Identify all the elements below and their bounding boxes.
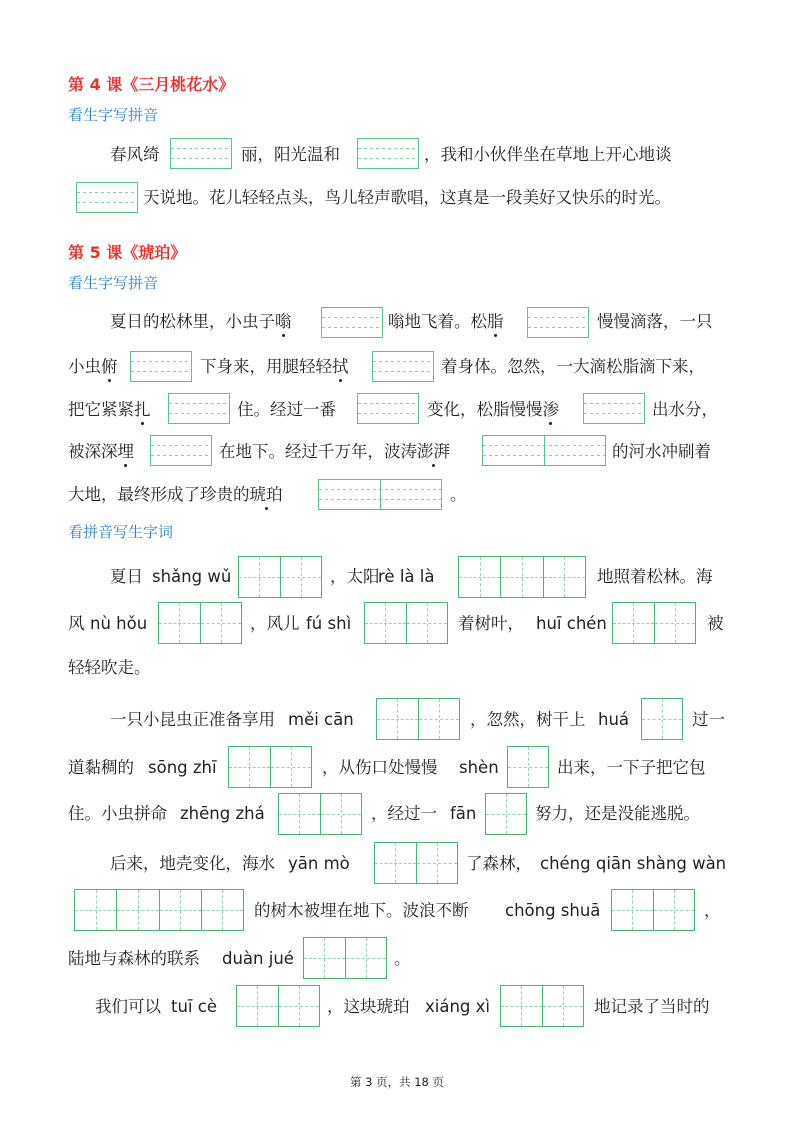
char-grid[interactable]	[236, 985, 320, 1027]
text: 住。小虫拼命	[68, 804, 167, 823]
text: 住。经过一番	[237, 400, 336, 419]
char-grid[interactable]	[278, 793, 362, 835]
text-line: 下身来，用腿轻轻拭	[200, 355, 349, 379]
target-char: 俯	[101, 355, 118, 379]
pinyin-prompt: sōng zhī	[148, 758, 217, 777]
text: 出水分，	[652, 400, 718, 419]
char-grid[interactable]	[364, 602, 448, 644]
char-grid[interactable]	[376, 698, 460, 740]
pinyin-prompt: chōng shuā	[505, 901, 601, 920]
lesson-4-title: 第 4 课《三月桃花水》	[68, 75, 235, 94]
text: 丽，阳光温和	[241, 145, 340, 164]
text: ，从伤口处慢慢	[322, 758, 438, 777]
pinyin-prompt: huá	[598, 710, 630, 729]
text: ，忽然，树干上	[470, 710, 586, 729]
pinyin-answer-box[interactable]	[76, 182, 138, 213]
text: 地记录了当时的	[594, 997, 710, 1016]
text: 的河水冲刷着	[612, 442, 711, 461]
pinyin-answer-box[interactable]	[372, 351, 434, 382]
pinyin-prompt: chéng qiān shàng wàn	[540, 854, 727, 873]
lesson-4-section: 看生字写拼音	[68, 106, 159, 124]
page-footer: 第 3 页，共 18 页	[349, 1075, 445, 1089]
pinyin-prompt: shèn	[459, 758, 499, 777]
target-char: 渗	[543, 398, 560, 422]
pinyin-answer-box[interactable]	[150, 435, 212, 466]
text: 我们可以	[95, 997, 161, 1016]
lesson-5-title: 第 5 课《琥珀》	[68, 243, 187, 262]
text: 着身体。忽然，一大滴松脂滴下来，	[441, 357, 705, 376]
lesson-5-section-2: 看拼音写生字词	[68, 523, 174, 541]
text-line: 嗡地飞着。松脂	[388, 310, 504, 334]
text: ，太阳	[330, 567, 380, 586]
text: 了森林，	[466, 854, 532, 873]
text-line: 小虫俯	[68, 355, 118, 379]
text-line: 把它紧紧扎	[68, 398, 151, 422]
pinyin-answer-box-double[interactable]	[482, 435, 606, 466]
text-line: 变化，松脂慢慢渗	[427, 398, 559, 422]
text: 地照着松林。海	[597, 567, 713, 586]
text: 春风绮	[110, 145, 160, 164]
pinyin-answer-box[interactable]	[321, 307, 383, 338]
char-grid[interactable]	[611, 889, 695, 931]
text: 轻轻吹走。	[68, 658, 151, 677]
pinyin-prompt: shǎng wǔ	[152, 567, 232, 586]
text-line: 夏日的松林里，小虫子嗡	[110, 310, 292, 334]
pinyin-answer-box[interactable]	[583, 393, 645, 424]
char-grid[interactable]	[641, 698, 683, 740]
text: 陆地与森林的联系	[68, 949, 200, 968]
text: ，经过一	[371, 804, 437, 823]
char-grid[interactable]	[74, 889, 244, 931]
pinyin-prompt: měi cān	[288, 710, 354, 729]
text-line: 在地下。经过千万年，波涛澎湃	[219, 440, 450, 464]
char-grid[interactable]	[158, 602, 242, 644]
pinyin-answer-box[interactable]	[357, 138, 419, 169]
pinyin-answer-box[interactable]	[168, 393, 230, 424]
pinyin-prompt: rè là là	[378, 567, 435, 586]
char-grid[interactable]	[238, 556, 322, 598]
pinyin-answer-box[interactable]	[527, 307, 589, 338]
char-grid[interactable]	[228, 746, 312, 788]
char-grid[interactable]	[458, 556, 586, 598]
pinyin-prompt: fú shì	[306, 614, 352, 633]
char-grid[interactable]	[303, 937, 387, 979]
target-char: 拭	[332, 355, 349, 379]
text: 。	[450, 485, 467, 504]
char-grid[interactable]	[612, 602, 696, 644]
pinyin-prompt: tuī cè	[171, 997, 217, 1016]
text: 风	[68, 614, 85, 633]
pinyin-answer-box[interactable]	[130, 351, 192, 382]
text: 努力，还是没能逃脱。	[535, 804, 700, 823]
text: ，这块琥珀	[327, 997, 410, 1016]
text: 着树叶，	[458, 614, 524, 633]
pinyin-answer-box-double[interactable]	[318, 479, 442, 510]
pinyin-prompt: zhēng zhá	[180, 804, 265, 823]
target-char: 嗡	[275, 310, 292, 334]
text: ，	[704, 901, 721, 920]
char-grid[interactable]	[374, 842, 458, 884]
pinyin-prompt: yān mò	[288, 854, 350, 873]
pinyin-prompt: fān	[450, 804, 477, 823]
text: 天说地。花儿轻轻点头，鸟儿轻声歌唱，这真是一段美好又快乐的时光。	[143, 188, 671, 207]
text: 后来，地壳变化，海水	[110, 854, 275, 873]
text: 。	[394, 949, 411, 968]
char-grid[interactable]	[507, 746, 549, 788]
pinyin-prompt: nù hǒu	[90, 614, 148, 633]
target-char: 脂	[487, 310, 504, 334]
text-line: 被深深埋	[68, 440, 134, 464]
target-char: 澎湃	[417, 440, 450, 464]
pinyin-answer-box[interactable]	[357, 393, 419, 424]
text: ，我和小伙伴坐在草地上开心地谈	[424, 145, 672, 164]
text: 慢慢滴落，一只	[597, 312, 713, 331]
text: 出来，一下子把它包	[557, 758, 706, 777]
text: 道黏稠的	[68, 758, 134, 777]
pinyin-prompt: xiáng xì	[425, 997, 490, 1016]
pinyin-prompt: huī chén	[536, 614, 607, 633]
text: 夏日	[110, 567, 143, 586]
pinyin-prompt: duàn jué	[222, 949, 294, 968]
char-grid[interactable]	[500, 985, 584, 1027]
target-char: 琥珀	[250, 483, 283, 507]
target-char: 埋	[118, 440, 135, 464]
text: 被	[707, 614, 724, 633]
text: 一只小昆虫正准备享用	[110, 710, 275, 729]
target-char: 扎	[134, 398, 151, 422]
text: ，风儿	[250, 614, 300, 633]
text: 过一	[692, 710, 725, 729]
text: 的树木被埋在地下。波浪不断	[254, 901, 469, 920]
pinyin-answer-box[interactable]	[170, 138, 232, 169]
lesson-5-section-1: 看生字写拼音	[68, 274, 159, 292]
text-line: 大地，最终形成了珍贵的琥珀	[68, 483, 283, 507]
char-grid[interactable]	[485, 793, 527, 835]
